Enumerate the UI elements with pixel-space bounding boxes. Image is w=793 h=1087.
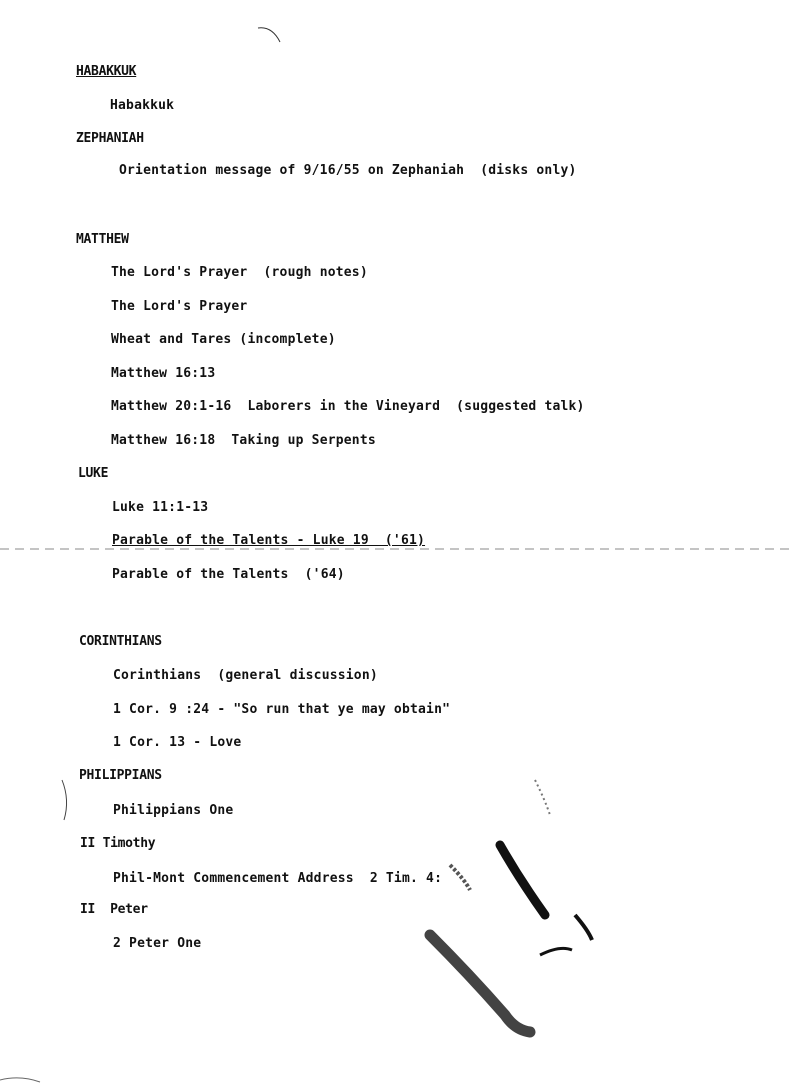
list-item: Parable of the Talents - Luke 19 ('61) — [112, 533, 426, 548]
section-heading: II Timothy — [80, 836, 156, 851]
section-heading: LUKE — [78, 466, 109, 481]
list-item: Orientation message of 9/16/55 on Zephaniah (disks only) — [119, 163, 577, 178]
section-heading: PHILIPPIANS — [79, 768, 162, 783]
section-heading: II Peter — [80, 902, 148, 917]
list-item: Corinthians (general discussion) — [113, 668, 378, 683]
list-item: Matthew 16:18 Taking up Serpents — [111, 433, 376, 448]
list-item: The Lord's Prayer (rough notes) — [111, 265, 368, 280]
section-heading: CORINTHIANS — [79, 634, 162, 649]
section-heading: ZEPHANIAH — [76, 131, 144, 146]
list-item: Wheat and Tares (incomplete) — [111, 332, 336, 347]
list-item: Matthew 20:1-16 Laborers in the Vineyard (suggested talk) — [111, 399, 585, 414]
list-item: 1 Cor. 13 - Love — [113, 735, 242, 750]
list-item: Phil-Mont Commencement Address 2 Tim. 4: — [113, 871, 443, 886]
list-item: Luke 11:1-13 — [112, 500, 209, 515]
list-item: Philippians One — [113, 803, 234, 818]
list-item: 2 Peter One — [113, 936, 202, 951]
list-item: Matthew 16:13 — [111, 366, 216, 381]
list-item: The Lord's Prayer — [111, 299, 248, 314]
list-item: Parable of the Talents ('64) — [112, 567, 345, 582]
list-item: Habakkuk — [110, 98, 175, 113]
section-heading: HABAKKUK — [76, 64, 137, 79]
list-item: 1 Cor. 9 :24 - "So run that ye may obtain" — [113, 702, 451, 717]
section-heading: MATTHEW — [76, 232, 129, 247]
